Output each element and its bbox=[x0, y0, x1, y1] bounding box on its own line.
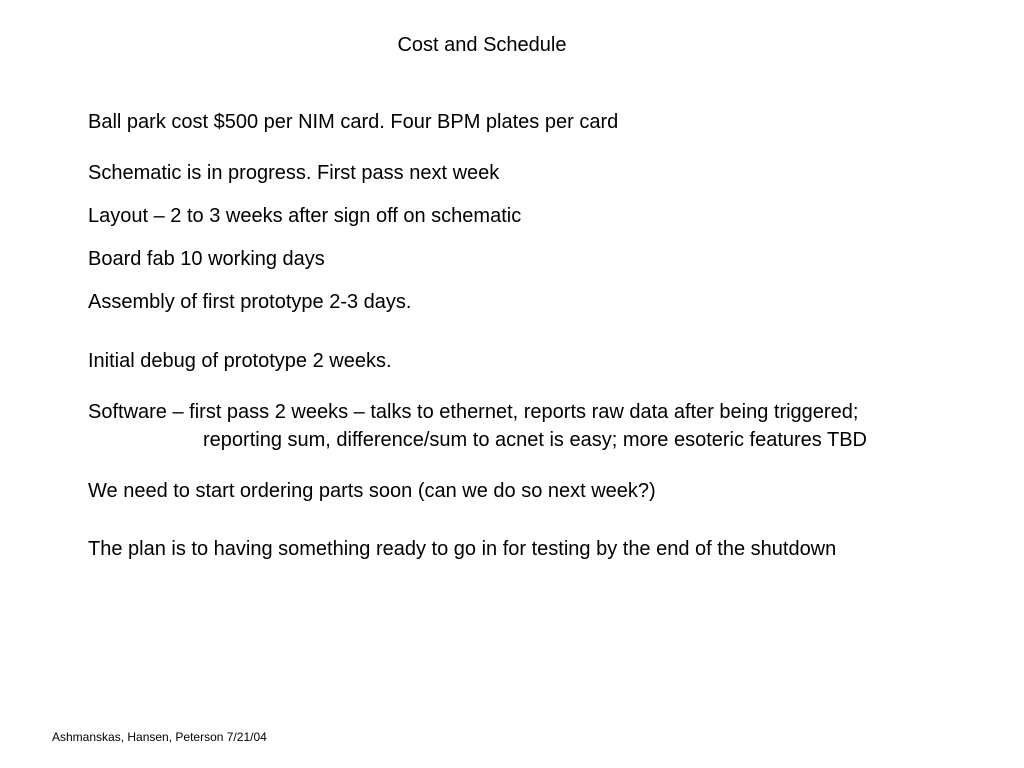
bullet-software-continued: reporting sum, difference/sum to acnet is easy; more esoteric features TBD bbox=[203, 429, 868, 451]
bullet-debug: Initial debug of prototype 2 weeks. bbox=[88, 350, 392, 372]
bullet-schematic: Schematic is in progress. First pass next week bbox=[88, 162, 500, 184]
bullet-layout: Layout – 2 to 3 weeks after sign off on schematic bbox=[88, 205, 522, 227]
bullet-board-fab: Board fab 10 working days bbox=[88, 248, 325, 270]
bullet-plan: The plan is to having something ready to go in for testing by the end of the shutdown bbox=[88, 538, 837, 560]
bullet-ordering-parts: We need to start ordering parts soon (can we do so next week?) bbox=[88, 480, 656, 502]
bullet-software: Software – first pass 2 weeks – talks to ethernet, reports raw data after being triggered; bbox=[88, 401, 859, 423]
bullet-assembly: Assembly of first prototype 2-3 days. bbox=[88, 291, 412, 313]
bullet-cost: Ball park cost $500 per NIM card. Four BPM plates per card bbox=[88, 111, 619, 133]
slide-title: Cost and Schedule bbox=[397, 34, 567, 56]
slide-footer: Ashmanskas, Hansen, Peterson 7/21/04 bbox=[52, 730, 267, 744]
